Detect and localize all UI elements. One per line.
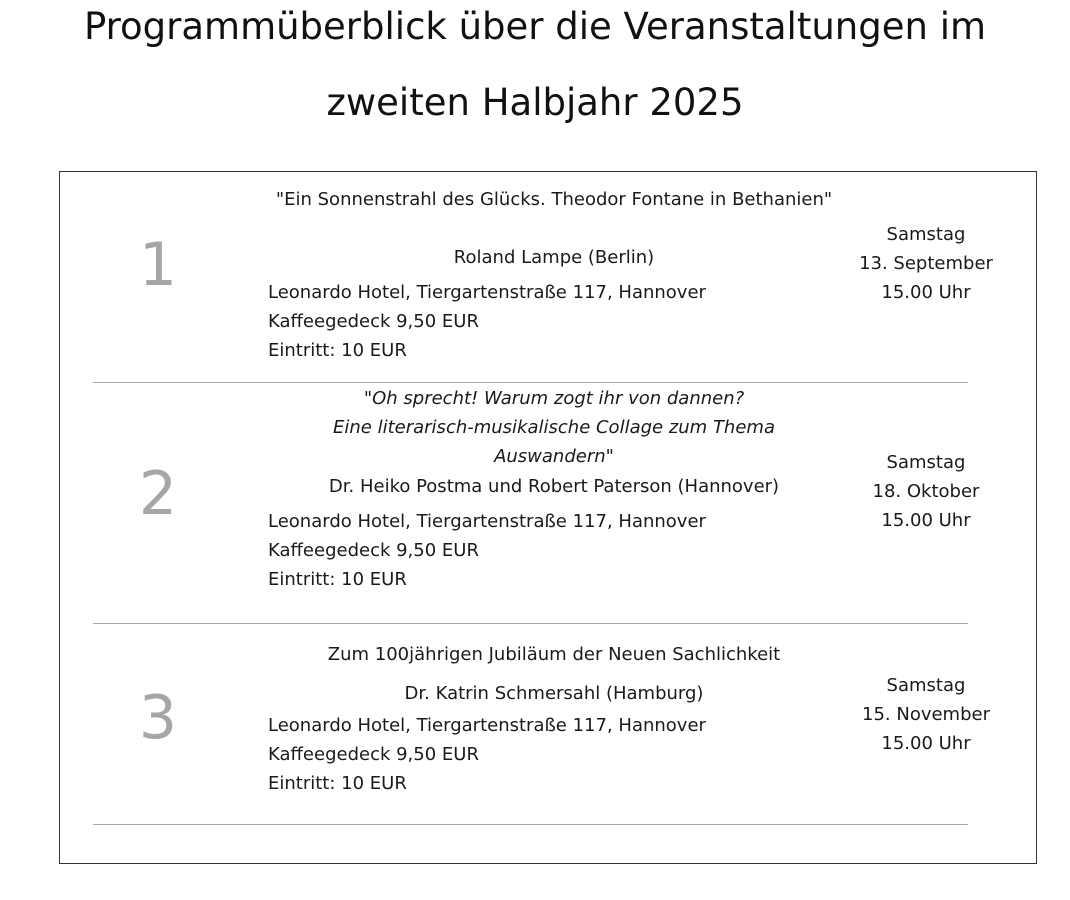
event-day: Samstag [886, 675, 966, 696]
event-venue: Leonardo Hotel, Tiergartenstraße 117, Hannover [268, 715, 706, 736]
event-venue: Leonardo Hotel, Tiergartenstraße 117, Hannover [268, 511, 706, 532]
event-coffee-price: Kaffeegedeck 9,50 EUR [268, 540, 479, 561]
event-title: "Oh sprecht! Warum zogt ihr von dannen? [363, 388, 745, 409]
event-venue: Leonardo Hotel, Tiergartenstraße 117, Hannover [268, 282, 706, 303]
event-time: 15.00 Uhr [881, 510, 971, 531]
event-speaker: Dr. Katrin Schmersahl (Hamburg) [404, 683, 704, 704]
event-separator [93, 382, 968, 383]
page-title-line-1: Programmüberblick über die Veranstaltungen im [83, 5, 987, 48]
event-title: Eine literarisch-musikalische Collage zum Thema [333, 417, 775, 438]
event-separator [93, 623, 968, 624]
event-title: "Ein Sonnenstrahl des Glücks. Theodor Fontane in Bethanien" [275, 189, 833, 210]
event-title: Auswandern" [494, 446, 614, 467]
event-entry-price: Eintritt: 10 EUR [268, 773, 407, 794]
page-title-line-2: zweiten Halbjahr 2025 [326, 81, 744, 124]
event-time: 15.00 Uhr [881, 282, 971, 303]
event-date: 15. November [862, 704, 990, 725]
event-date: 18. Oktober [872, 481, 980, 502]
event-number: 2 [138, 459, 178, 529]
event-separator [93, 824, 968, 825]
event-time: 15.00 Uhr [881, 733, 971, 754]
event-speaker: Dr. Heiko Postma und Robert Paterson (Hannover) [328, 476, 780, 497]
event-coffee-price: Kaffeegedeck 9,50 EUR [268, 311, 479, 332]
event-date: 13. September [859, 253, 993, 274]
event-number: 3 [138, 683, 178, 753]
event-entry-price: Eintritt: 10 EUR [268, 569, 407, 590]
event-number: 1 [138, 230, 178, 300]
event-speaker: Roland Lampe (Berlin) [453, 247, 655, 268]
event-coffee-price: Kaffeegedeck 9,50 EUR [268, 744, 479, 765]
event-day: Samstag [886, 224, 966, 245]
event-day: Samstag [886, 452, 966, 473]
event-title: Zum 100jährigen Jubiläum der Neuen Sachlichkeit [327, 644, 781, 665]
event-entry-price: Eintritt: 10 EUR [268, 340, 407, 361]
